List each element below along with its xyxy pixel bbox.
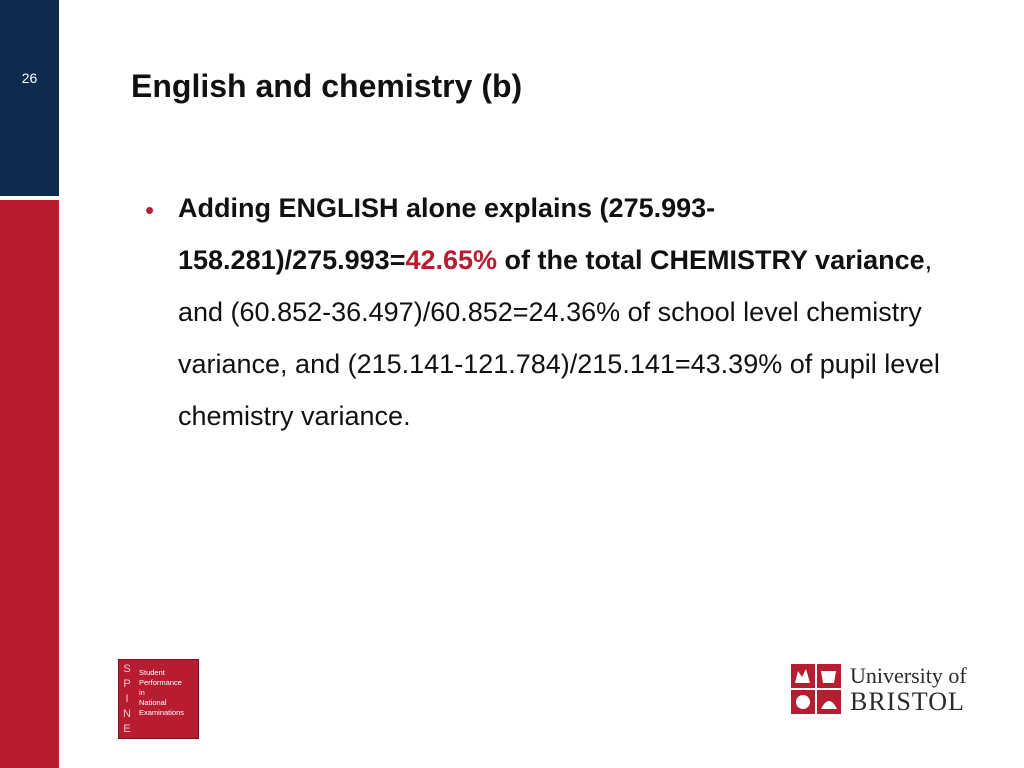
university-of-bristol-logo [790, 660, 975, 720]
bullet-regular-text: , and (60.852-36.497)/60.852=24.36% of school level chemistry variance, and (215.141-121.784)/215.141=43.39% of pupil level chemistry variance. [178, 245, 940, 431]
spine-words [139, 668, 199, 718]
spine-word: Performance [139, 678, 182, 687]
spine-word: Examinations [139, 708, 185, 717]
spine-logo [118, 659, 199, 739]
bristol-wordmark [850, 664, 967, 716]
spine-word: National [139, 698, 167, 707]
sidebar-navy-band [0, 0, 59, 196]
spine-letter: S [123, 663, 131, 675]
bullet-item [145, 182, 945, 442]
spine-letter: P [123, 678, 131, 690]
spine-letter: E [123, 723, 131, 735]
bullet-highlight-value: 42.65% [405, 245, 498, 275]
spine-word: in [139, 688, 145, 697]
spine-letter: N [123, 708, 131, 720]
university-crest-icon [790, 663, 842, 715]
bullet-dot-icon: • [145, 195, 155, 225]
spine-acronym [122, 662, 132, 737]
bristol-line-1: University of [850, 663, 967, 688]
spine-word: Student [139, 668, 165, 677]
bullet-bold-tail: of the total CHEMISTRY variance [497, 245, 925, 275]
spine-letter: I [125, 693, 129, 705]
bullet-bold-lead: Adding ENGLISH alone explains (275.993-158.281)/275.993= [178, 193, 716, 275]
bristol-line-2: BRISTOL [850, 687, 965, 716]
bullet-text [178, 182, 945, 442]
slide-title: English and chemistry (b) [131, 68, 523, 104]
sidebar-crimson-band [0, 200, 59, 768]
slide-number: 26 [21, 70, 38, 86]
